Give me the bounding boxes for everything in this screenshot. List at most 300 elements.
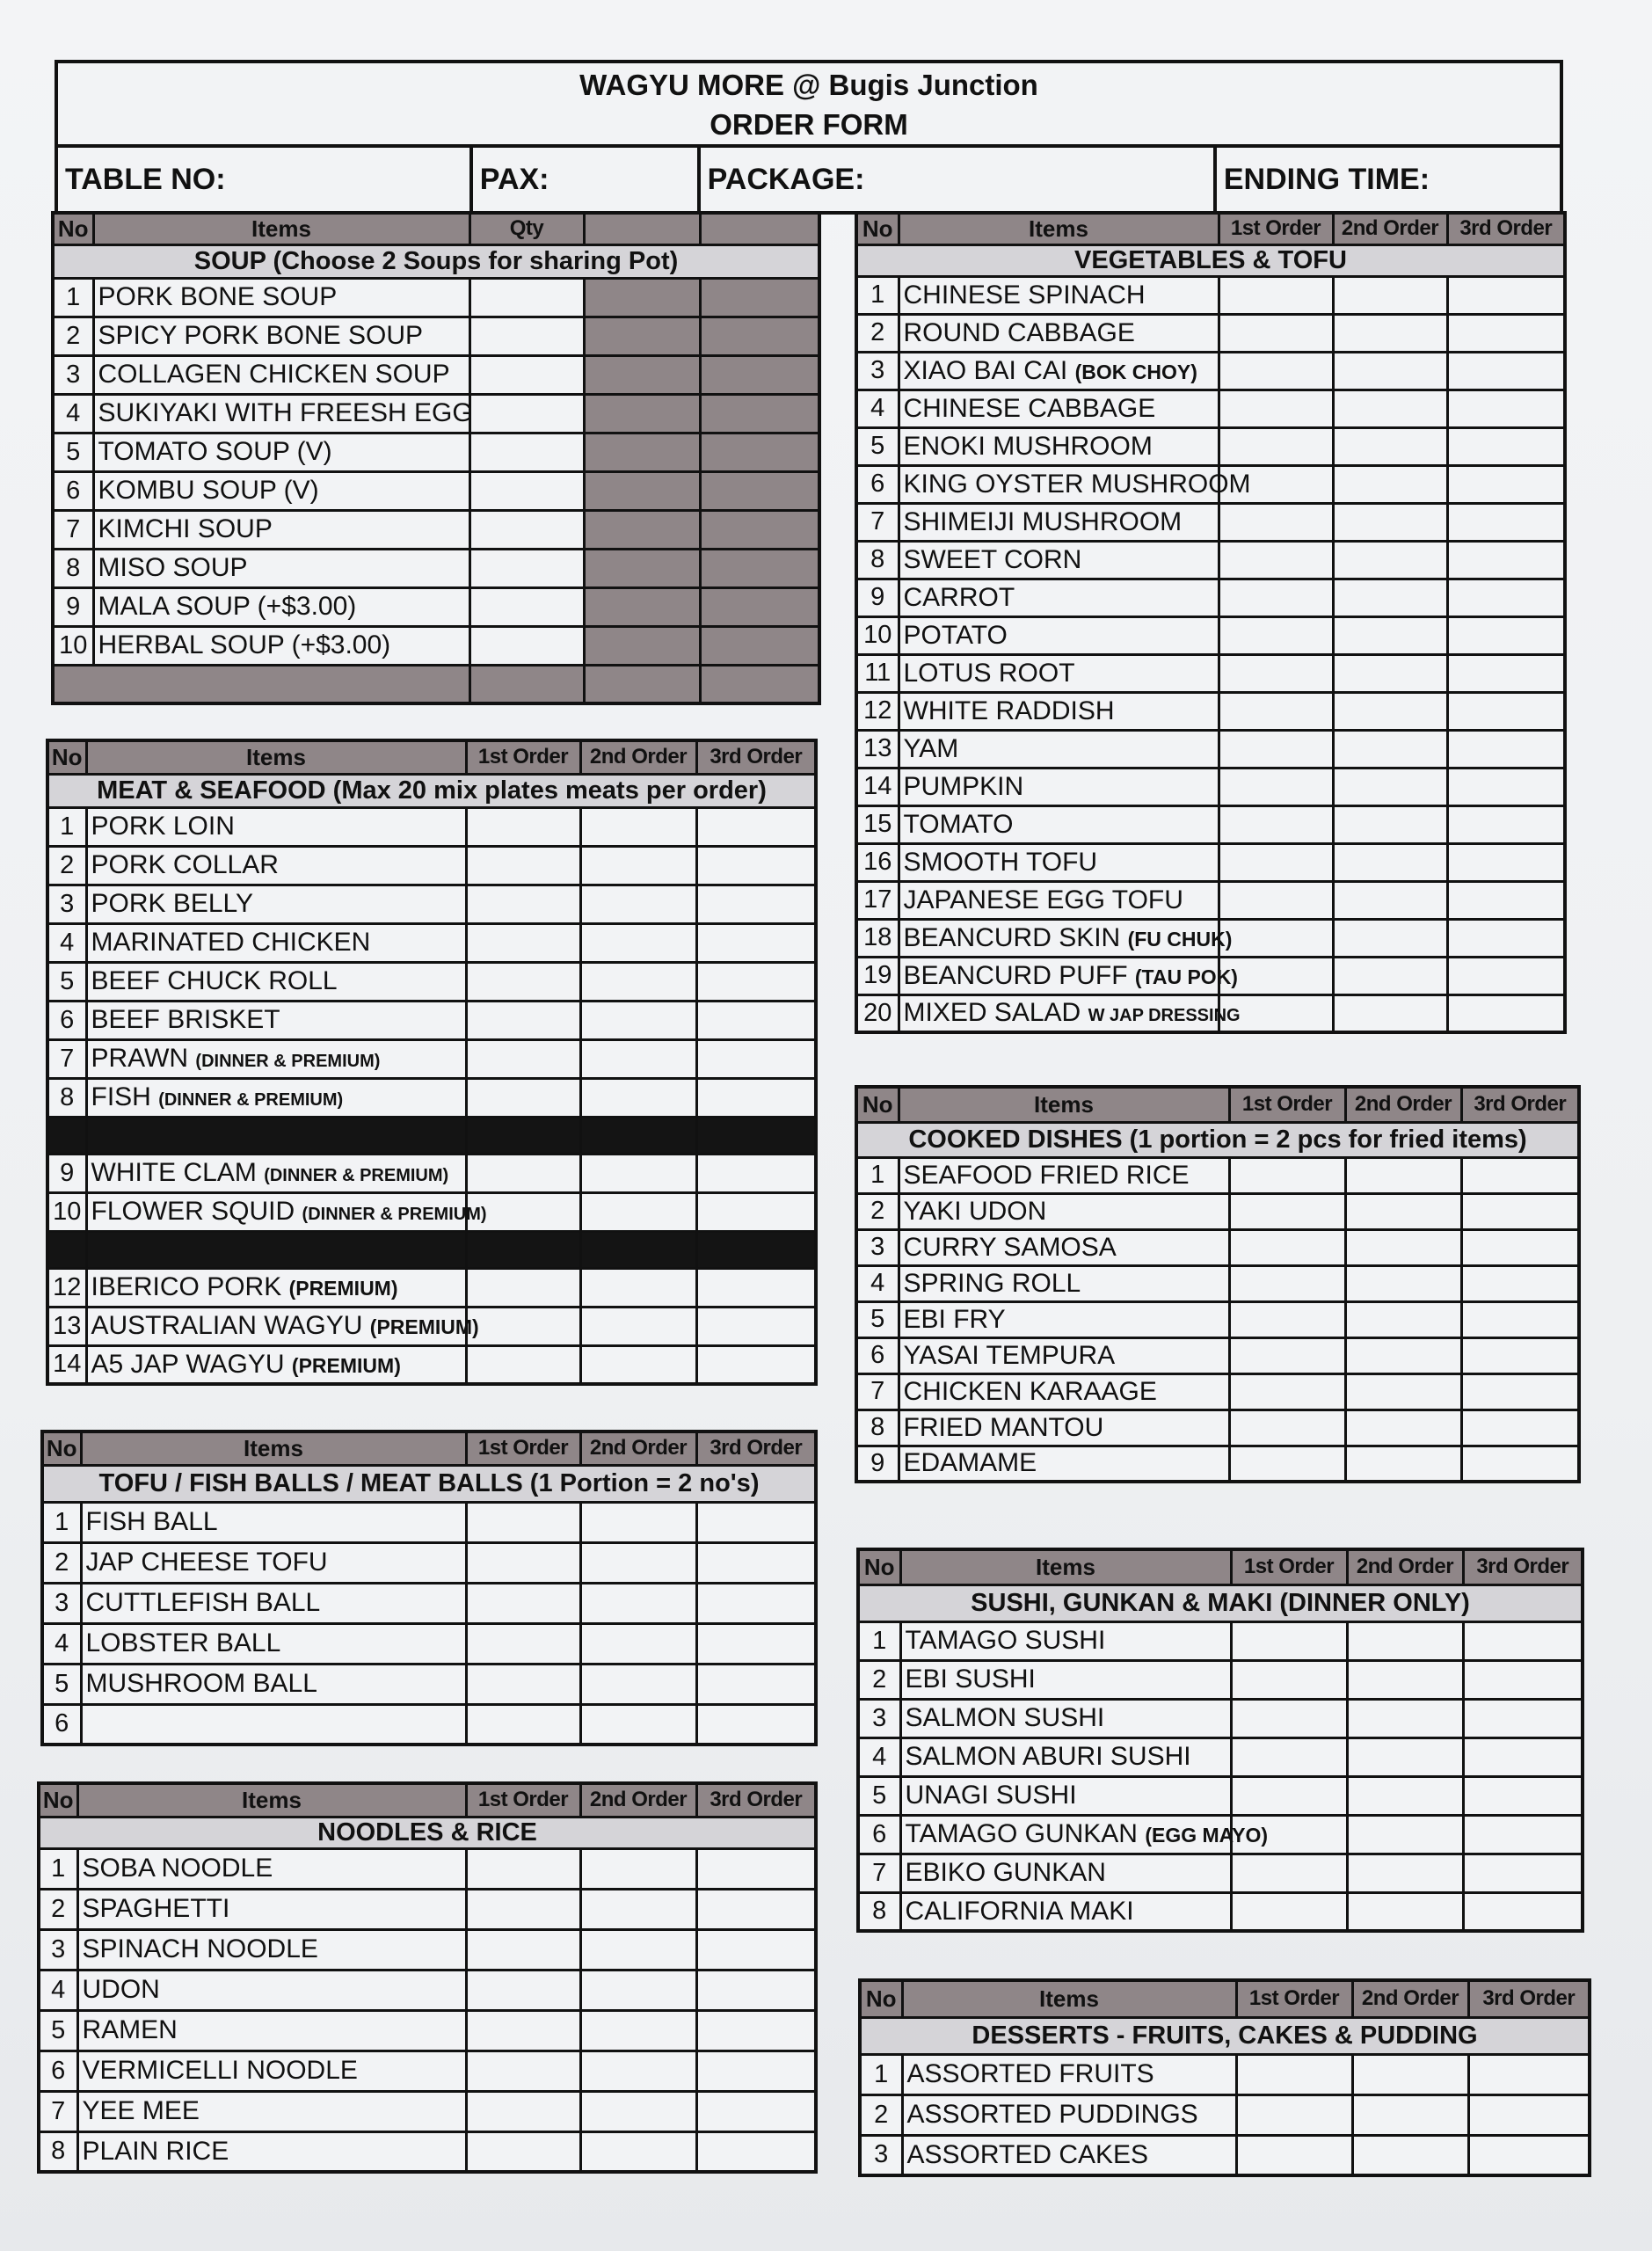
third-order-cell[interactable] [1461, 1157, 1579, 1193]
second-order-cell[interactable] [580, 2051, 696, 2091]
item-name-cell [899, 1229, 1229, 1265]
first-order-cell[interactable] [1229, 1373, 1345, 1410]
second-order-cell[interactable] [580, 1078, 696, 1117]
second-order-cell[interactable] [1347, 1776, 1463, 1815]
item-name: UNAGI SUSHI [905, 1781, 1077, 1810]
item-name-cell [899, 730, 1219, 768]
item-name: FISH [91, 1082, 151, 1111]
table-row [856, 768, 1565, 805]
first-order-cell[interactable] [466, 962, 580, 1001]
third-order-cell[interactable] [1447, 579, 1565, 616]
second-order-cell[interactable] [580, 1192, 696, 1231]
second-order-cell[interactable] [580, 1970, 696, 2010]
item-name: PUMPKIN [903, 771, 1024, 801]
third-order-cell[interactable] [696, 1345, 816, 1384]
first-order-cell[interactable] [1219, 843, 1333, 881]
third-order-cell[interactable] [1461, 1337, 1579, 1373]
qty-cell[interactable] [469, 626, 584, 665]
third-order-cell[interactable] [696, 1542, 816, 1583]
second-order-cell[interactable] [1352, 2094, 1468, 2135]
second-order-cell[interactable] [1333, 276, 1447, 314]
table-row [856, 1265, 1579, 1301]
col-third-order-header: 3rd Order [696, 1783, 816, 1817]
first-order-cell[interactable] [1219, 390, 1333, 427]
item-name: MARINATED CHICKEN [91, 928, 371, 957]
item-name-cell [900, 1737, 1231, 1776]
item-number: 9 [47, 1154, 86, 1192]
third-order-cell[interactable] [1461, 1446, 1579, 1482]
item-note: (FU CHUK) [1127, 927, 1233, 951]
qty-cell[interactable] [469, 355, 584, 394]
third-order-cell[interactable] [1468, 2094, 1590, 2135]
item-name-cell [93, 394, 473, 433]
table-row [39, 1848, 816, 1889]
second-order-cell[interactable] [580, 923, 696, 962]
third-order-cell[interactable] [696, 962, 816, 1001]
col-no-header: No [42, 1431, 81, 1465]
first-order-cell[interactable] [1231, 1776, 1347, 1815]
item-name-cell [899, 919, 1233, 957]
item-note: (DINNER & PREMIUM) [264, 1166, 449, 1185]
third-order-cell[interactable] [696, 1502, 816, 1542]
third-order-cell[interactable] [696, 1039, 816, 1078]
second-order-cell[interactable] [580, 1345, 696, 1384]
first-order-cell[interactable] [1219, 692, 1333, 730]
third-order-cell[interactable] [696, 846, 816, 885]
third-order-cell[interactable] [696, 1929, 816, 1970]
item-name-cell [86, 923, 466, 962]
first-order-cell[interactable] [1231, 1621, 1347, 1660]
first-order-cell[interactable] [466, 1154, 580, 1192]
second-order-cell[interactable] [580, 1929, 696, 1970]
third-order-cell[interactable] [1463, 1699, 1583, 1737]
item-number: 3 [53, 355, 93, 394]
first-order-cell[interactable] [466, 846, 580, 885]
second-order-cell[interactable] [580, 2010, 696, 2051]
item-name: EBIKO GUNKAN [905, 1858, 1106, 1887]
first-order-cell[interactable] [1229, 1446, 1345, 1482]
pax-field[interactable]: PAX: [473, 148, 701, 211]
item-name: FLOWER SQUID [91, 1197, 295, 1226]
second-order-cell[interactable] [580, 1542, 696, 1583]
table-row [856, 616, 1565, 654]
second-order-cell[interactable] [1352, 2135, 1468, 2175]
second-order-cell[interactable] [580, 1154, 696, 1192]
second-order-cell[interactable] [1333, 994, 1447, 1032]
third-order-cell[interactable] [696, 1970, 816, 2010]
first-order-cell[interactable] [1229, 1229, 1345, 1265]
second-order-cell[interactable] [1333, 843, 1447, 881]
item-name-cell [81, 1502, 466, 1542]
meat-table [46, 739, 818, 1386]
second-order-cell[interactable] [1333, 616, 1447, 654]
sushi-section-title: SUSHI, GUNKAN & MAKI (DINNER ONLY) [858, 1584, 1583, 1621]
table-row [39, 2051, 816, 2091]
second-order-cell[interactable] [1345, 1410, 1461, 1446]
table-row [53, 471, 819, 510]
table-no-field[interactable]: TABLE NO: [58, 148, 473, 211]
second-order-cell[interactable] [580, 1583, 696, 1623]
third-order-cell[interactable] [1463, 1660, 1583, 1699]
col-second-order-header: 2nd Order [1347, 1549, 1463, 1584]
item-name-cell [77, 2051, 466, 2091]
first-order-cell[interactable] [466, 1623, 580, 1664]
third-order-cell[interactable] [1463, 1776, 1583, 1815]
item-name: SUKIYAKI WITH FREESH EGG [98, 398, 473, 427]
item-number: 2 [856, 1193, 899, 1229]
third-order-cell[interactable] [1447, 616, 1565, 654]
first-order-cell[interactable] [1236, 2135, 1352, 2175]
item-number: 7 [39, 2091, 77, 2131]
third-order-cell[interactable] [1447, 768, 1565, 805]
second-order-cell[interactable] [580, 1001, 696, 1039]
first-order-cell[interactable] [466, 1039, 580, 1078]
shaded-cell [700, 471, 819, 510]
second-order-cell[interactable] [1347, 1621, 1463, 1660]
table-row [47, 885, 816, 923]
table-row [856, 1193, 1579, 1229]
third-order-cell[interactable] [696, 923, 816, 962]
col-first-order-header: 1st Order [1231, 1549, 1347, 1584]
second-order-cell[interactable] [1333, 805, 1447, 843]
second-order-cell[interactable] [1333, 957, 1447, 994]
item-number: 3 [42, 1583, 81, 1623]
qty-cell[interactable] [469, 433, 584, 471]
first-order-cell[interactable] [1219, 805, 1333, 843]
first-order-cell[interactable] [1219, 503, 1333, 541]
third-order-cell[interactable] [1461, 1265, 1579, 1301]
first-order-cell[interactable] [1229, 1337, 1345, 1373]
third-order-cell[interactable] [696, 1268, 816, 1307]
second-order-cell[interactable] [1347, 1815, 1463, 1854]
item-name: SPICY PORK BONE SOUP [98, 321, 424, 350]
second-order-cell[interactable] [1333, 314, 1447, 352]
item-name: ASSORTED FRUITS [906, 2059, 1154, 2088]
third-order-cell[interactable] [696, 1848, 816, 1889]
qty-cell[interactable] [469, 587, 584, 626]
third-order-cell[interactable] [1447, 730, 1565, 768]
first-order-cell[interactable] [466, 1889, 580, 1929]
third-order-cell[interactable] [1447, 314, 1565, 352]
col-no-header: No [53, 213, 93, 244]
qty-cell[interactable] [469, 317, 584, 355]
third-order-cell[interactable] [1447, 919, 1565, 957]
second-order-cell[interactable] [580, 1623, 696, 1664]
qty-cell[interactable] [469, 394, 584, 433]
second-order-cell[interactable] [1333, 692, 1447, 730]
first-order-cell[interactable] [1229, 1265, 1345, 1301]
qty-cell[interactable] [469, 549, 584, 587]
second-order-cell[interactable] [580, 2131, 696, 2172]
third-order-cell[interactable] [1463, 1854, 1583, 1892]
item-number: 4 [856, 390, 899, 427]
third-order-cell[interactable] [1447, 352, 1565, 390]
shaded-cell [700, 626, 819, 665]
soup-section-title: SOUP (Choose 2 Soups for sharing Pot) [53, 244, 819, 278]
item-name-cell [902, 2135, 1236, 2175]
item-number: 1 [858, 1621, 900, 1660]
second-order-cell[interactable] [1347, 1892, 1463, 1931]
third-order-cell[interactable] [1468, 2135, 1590, 2175]
third-order-cell[interactable] [1447, 881, 1565, 919]
qty-cell[interactable] [469, 471, 584, 510]
table-row [860, 2135, 1590, 2175]
first-order-cell[interactable] [1219, 881, 1333, 919]
divider-row [47, 1231, 816, 1268]
third-order-cell[interactable] [1461, 1410, 1579, 1446]
first-order-cell[interactable] [466, 1345, 580, 1384]
third-order-cell[interactable] [1447, 843, 1565, 881]
divider-row [47, 1117, 816, 1154]
second-order-cell[interactable] [1333, 654, 1447, 692]
second-order-cell[interactable] [1333, 579, 1447, 616]
second-order-cell[interactable] [580, 1848, 696, 1889]
cooked-section-title: COOKED DISHES (1 portion = 2 pcs for fried items) [856, 1122, 1579, 1157]
table-row [39, 1929, 816, 1970]
third-order-cell[interactable] [1461, 1229, 1579, 1265]
third-order-cell[interactable] [696, 1307, 816, 1345]
first-order-cell[interactable] [1219, 352, 1333, 390]
first-order-cell[interactable] [466, 1664, 580, 1704]
first-order-cell[interactable] [466, 2010, 580, 2051]
table-row [858, 1660, 1583, 1699]
first-order-cell[interactable] [1236, 2094, 1352, 2135]
table-row [856, 1373, 1579, 1410]
first-order-cell[interactable] [466, 885, 580, 923]
second-order-cell[interactable] [1333, 541, 1447, 579]
third-order-cell[interactable] [1463, 1815, 1583, 1854]
first-order-cell[interactable] [1219, 579, 1333, 616]
item-name: ASSORTED PUDDINGS [906, 2100, 1198, 2129]
third-order-cell[interactable] [696, 807, 816, 846]
second-order-cell[interactable] [580, 1039, 696, 1078]
balls-table [40, 1430, 818, 1746]
first-order-cell[interactable] [466, 1078, 580, 1117]
shaded-cell [700, 355, 819, 394]
first-order-cell[interactable] [1219, 768, 1333, 805]
item-note: (EGG MAYO) [1145, 1824, 1269, 1847]
third-order-cell[interactable] [1461, 1301, 1579, 1337]
first-order-cell[interactable] [1229, 1157, 1345, 1193]
second-order-cell[interactable] [1345, 1301, 1461, 1337]
second-order-cell[interactable] [1345, 1229, 1461, 1265]
first-order-cell[interactable] [466, 1848, 580, 1889]
third-order-cell[interactable] [1447, 654, 1565, 692]
second-order-cell[interactable] [580, 1664, 696, 1704]
second-order-cell[interactable] [1352, 2054, 1468, 2094]
first-order-cell[interactable] [1236, 2054, 1352, 2094]
third-order-cell[interactable] [1447, 994, 1565, 1032]
first-order-cell[interactable] [466, 1704, 580, 1745]
second-order-cell[interactable] [580, 807, 696, 846]
third-order-cell[interactable] [696, 1583, 816, 1623]
first-order-cell[interactable] [1229, 1193, 1345, 1229]
first-order-cell[interactable] [466, 2131, 580, 2172]
col-items-header: Items [93, 213, 469, 244]
second-order-cell[interactable] [580, 2091, 696, 2131]
first-order-cell[interactable] [1231, 1699, 1347, 1737]
item-name: VERMICELLI NOODLE [82, 2056, 358, 2085]
first-order-cell[interactable] [466, 923, 580, 962]
second-order-cell[interactable] [1345, 1193, 1461, 1229]
third-order-cell[interactable] [1461, 1373, 1579, 1410]
package-field[interactable]: PACKAGE: [701, 148, 1217, 211]
first-order-cell[interactable] [1219, 276, 1333, 314]
third-order-cell[interactable] [696, 2051, 816, 2091]
second-order-cell[interactable] [1333, 919, 1447, 957]
first-order-cell[interactable] [466, 807, 580, 846]
third-order-cell[interactable] [696, 2010, 816, 2051]
second-order-cell[interactable] [1347, 1660, 1463, 1699]
item-name: RAMEN [82, 2015, 178, 2044]
third-order-cell[interactable] [1447, 390, 1565, 427]
third-order-cell[interactable] [696, 1704, 816, 1745]
first-order-cell[interactable] [1219, 730, 1333, 768]
second-order-cell[interactable] [1345, 1446, 1461, 1482]
second-order-cell[interactable] [580, 1307, 696, 1345]
qty-cell[interactable] [469, 510, 584, 549]
second-order-cell[interactable] [580, 1704, 696, 1745]
first-order-cell[interactable] [466, 1268, 580, 1307]
first-order-cell[interactable] [466, 1307, 580, 1345]
first-order-cell[interactable] [1229, 1410, 1345, 1446]
col-first-order-header: 1st Order [1236, 1980, 1352, 2017]
second-order-cell[interactable] [1345, 1373, 1461, 1410]
item-name-cell [81, 1664, 466, 1704]
third-order-cell[interactable] [696, 2131, 816, 2172]
first-order-cell[interactable] [1219, 427, 1333, 465]
second-order-cell[interactable] [1333, 768, 1447, 805]
second-order-cell[interactable] [580, 962, 696, 1001]
first-order-cell[interactable] [1219, 616, 1333, 654]
third-order-cell[interactable] [1447, 805, 1565, 843]
item-name: COLLAGEN CHICKEN SOUP [98, 360, 450, 389]
form-subtitle: ORDER FORM [710, 108, 908, 141]
third-order-cell[interactable] [696, 1154, 816, 1192]
item-note: W JAP DRESSING [1088, 1006, 1241, 1026]
item-name-cell [86, 807, 466, 846]
second-order-cell[interactable] [580, 1268, 696, 1307]
third-order-cell[interactable] [1468, 2054, 1590, 2094]
table-row [856, 843, 1565, 881]
second-order-cell[interactable] [580, 1889, 696, 1929]
third-order-cell[interactable] [696, 1001, 816, 1039]
third-order-cell[interactable] [696, 1192, 816, 1231]
item-number: 6 [856, 1337, 899, 1373]
item-name: WHITE CLAM [91, 1158, 257, 1187]
table-row [856, 314, 1565, 352]
item-name-cell [900, 1621, 1231, 1660]
first-order-cell[interactable] [1231, 1892, 1347, 1931]
second-order-cell[interactable] [1347, 1737, 1463, 1776]
table-row [47, 1268, 816, 1307]
table-row [856, 390, 1565, 427]
second-order-cell[interactable] [1345, 1337, 1461, 1373]
first-order-cell[interactable] [1231, 1660, 1347, 1699]
first-order-cell[interactable] [1231, 1737, 1347, 1776]
item-name: HERBAL SOUP (+$3.00) [98, 630, 391, 659]
second-order-cell[interactable] [1345, 1265, 1461, 1301]
item-number: 8 [39, 2131, 77, 2172]
item-name: PORK LOIN [91, 812, 235, 841]
second-order-cell[interactable] [1333, 390, 1447, 427]
first-order-cell[interactable] [1229, 1301, 1345, 1337]
third-order-cell[interactable] [1447, 541, 1565, 579]
third-order-cell[interactable] [696, 2091, 816, 2131]
first-order-cell[interactable] [1219, 654, 1333, 692]
second-order-cell[interactable] [580, 1502, 696, 1542]
second-order-cell[interactable] [1333, 427, 1447, 465]
second-order-cell[interactable] [580, 846, 696, 885]
third-order-cell[interactable] [1447, 957, 1565, 994]
table-row [42, 1583, 816, 1623]
first-order-cell[interactable] [466, 2051, 580, 2091]
third-order-cell[interactable] [1447, 503, 1565, 541]
first-order-cell[interactable] [466, 1929, 580, 1970]
item-name: SMOOTH TOFU [903, 847, 1098, 877]
third-order-cell[interactable] [1447, 427, 1565, 465]
second-order-cell[interactable] [1333, 730, 1447, 768]
third-order-cell[interactable] [1463, 1737, 1583, 1776]
first-order-cell[interactable] [466, 1502, 580, 1542]
second-order-cell[interactable] [1347, 1854, 1463, 1892]
table-row [858, 1892, 1583, 1931]
third-order-cell[interactable] [1447, 276, 1565, 314]
second-order-cell[interactable] [1333, 352, 1447, 390]
third-order-cell[interactable] [696, 1664, 816, 1704]
item-name: PLAIN RICE [82, 2136, 229, 2166]
item-number: 2 [47, 846, 86, 885]
third-order-cell[interactable] [1447, 465, 1565, 503]
col-items-header: Items [899, 213, 1219, 244]
ending-time-field[interactable]: ENDING TIME: [1223, 162, 1430, 196]
third-order-cell[interactable] [696, 1889, 816, 1929]
second-order-cell[interactable] [1333, 465, 1447, 503]
second-order-cell[interactable] [1333, 881, 1447, 919]
first-order-cell[interactable] [466, 2091, 580, 2131]
item-number: 18 [856, 919, 899, 957]
third-order-cell[interactable] [696, 1623, 816, 1664]
qty-cell[interactable] [469, 278, 584, 317]
third-order-cell[interactable] [1463, 1892, 1583, 1931]
first-order-cell[interactable] [1219, 314, 1333, 352]
first-order-cell[interactable] [466, 1970, 580, 2010]
second-order-cell[interactable] [1347, 1699, 1463, 1737]
second-order-cell[interactable] [580, 885, 696, 923]
shaded-cell [584, 510, 700, 549]
item-number: 5 [858, 1776, 900, 1815]
third-order-cell[interactable] [1463, 1621, 1583, 1660]
third-order-cell[interactable] [1447, 692, 1565, 730]
item-number: 6 [42, 1704, 81, 1745]
first-order-cell[interactable] [466, 1583, 580, 1623]
first-order-cell[interactable] [1219, 541, 1333, 579]
second-order-cell[interactable] [1333, 503, 1447, 541]
table-row [858, 1854, 1583, 1892]
first-order-cell[interactable] [1219, 919, 1333, 957]
table-row [39, 2091, 816, 2131]
table-row [47, 1078, 816, 1117]
third-order-cell[interactable] [696, 885, 816, 923]
first-order-cell[interactable] [1231, 1854, 1347, 1892]
third-order-cell[interactable] [1461, 1193, 1579, 1229]
first-order-cell[interactable] [466, 1001, 580, 1039]
item-name-cell [899, 1265, 1229, 1301]
second-order-cell[interactable] [1345, 1157, 1461, 1193]
third-order-cell[interactable] [696, 1078, 816, 1117]
first-order-cell[interactable] [466, 1542, 580, 1583]
col-no-header: No [860, 1980, 902, 2017]
